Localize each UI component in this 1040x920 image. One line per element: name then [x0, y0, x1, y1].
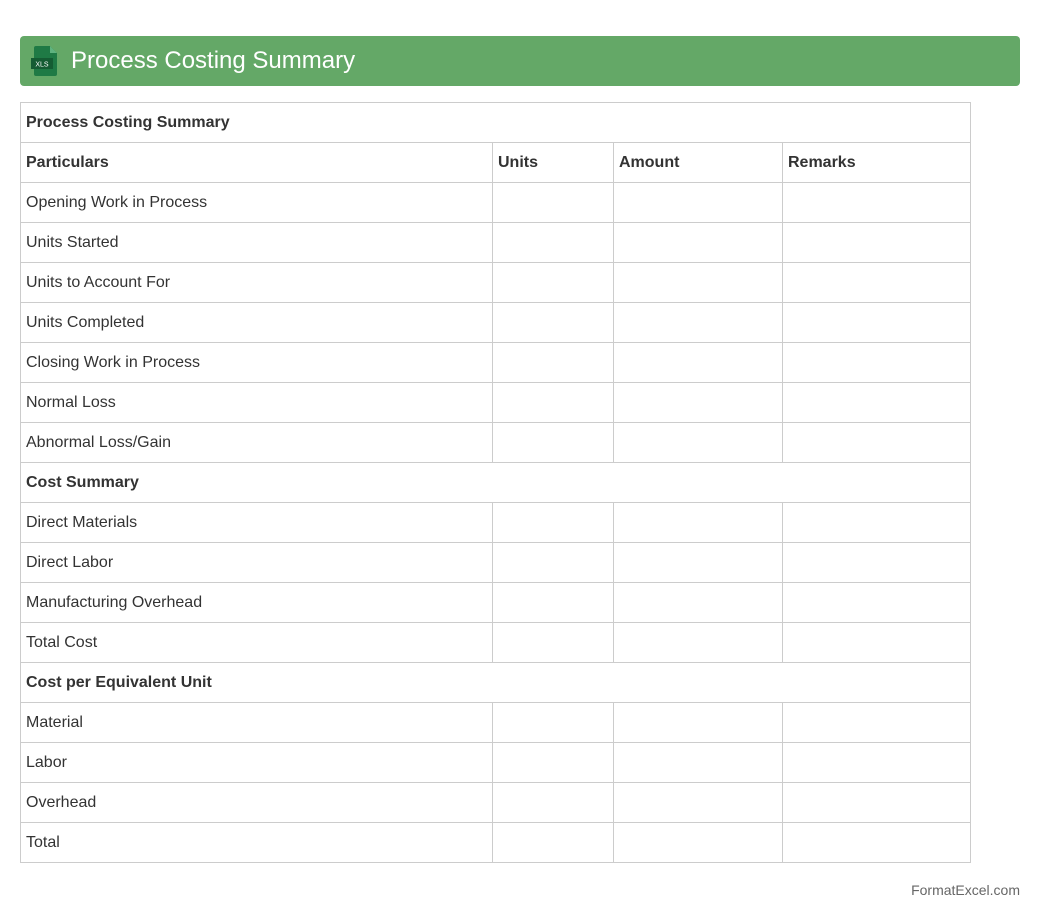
amount-cell[interactable]: [614, 623, 783, 663]
remarks-cell[interactable]: [783, 703, 971, 743]
remarks-cell[interactable]: [783, 583, 971, 623]
remarks-cell[interactable]: [783, 543, 971, 583]
table-row: [21, 783, 971, 823]
remarks-cell[interactable]: [783, 423, 971, 463]
units-cell[interactable]: [493, 263, 614, 303]
remarks-cell[interactable]: [783, 223, 971, 263]
column-header-particulars[interactable]: Particulars: [21, 143, 493, 183]
units-cell[interactable]: [493, 503, 614, 543]
row-label-cell[interactable]: Closing Work in Process: [21, 343, 493, 383]
table-row: [21, 223, 971, 263]
remarks-cell[interactable]: [783, 303, 971, 343]
row-label-cell[interactable]: Overhead: [21, 783, 493, 823]
row-label-cell[interactable]: Abnormal Loss/Gain: [21, 423, 493, 463]
table-row: [21, 623, 971, 663]
row-label-cell[interactable]: Units to Account For: [21, 263, 493, 303]
amount-cell[interactable]: [614, 423, 783, 463]
table-row: [21, 263, 971, 303]
process-costing-table: [20, 102, 971, 863]
table-row: [21, 183, 971, 223]
amount-cell[interactable]: [614, 543, 783, 583]
units-cell[interactable]: [493, 783, 614, 823]
remarks-cell[interactable]: [783, 383, 971, 423]
table-row: [21, 743, 971, 783]
row-label-cell[interactable]: Direct Materials: [21, 503, 493, 543]
remarks-cell[interactable]: [783, 343, 971, 383]
table-row: [21, 703, 971, 743]
remarks-cell[interactable]: [783, 783, 971, 823]
table-row: [21, 583, 971, 623]
row-label-cell[interactable]: Direct Labor: [21, 543, 493, 583]
units-cell[interactable]: [493, 423, 614, 463]
remarks-cell[interactable]: [783, 743, 971, 783]
xls-file-icon: [31, 46, 59, 76]
table-row: [21, 423, 971, 463]
section-heading-cell[interactable]: Process Costing Summary: [21, 103, 971, 143]
row-label-cell[interactable]: Total: [21, 823, 493, 863]
column-header-row: [21, 143, 971, 183]
table-row: [21, 823, 971, 863]
footer-brand[interactable]: FormatExcel.com: [911, 882, 1020, 898]
table-row: [21, 543, 971, 583]
row-label-cell[interactable]: Material: [21, 703, 493, 743]
units-cell[interactable]: [493, 703, 614, 743]
amount-cell[interactable]: [614, 183, 783, 223]
amount-cell[interactable]: [614, 823, 783, 863]
row-label-cell[interactable]: Normal Loss: [21, 383, 493, 423]
row-label-cell[interactable]: Opening Work in Process: [21, 183, 493, 223]
units-cell[interactable]: [493, 383, 614, 423]
units-cell[interactable]: [493, 823, 614, 863]
amount-cell[interactable]: [614, 383, 783, 423]
column-header-remarks[interactable]: Remarks: [783, 143, 971, 183]
amount-cell[interactable]: [614, 263, 783, 303]
units-cell[interactable]: [493, 623, 614, 663]
row-label-cell[interactable]: Manufacturing Overhead: [21, 583, 493, 623]
table-row: [21, 503, 971, 543]
header-bar: [20, 36, 1020, 86]
units-cell[interactable]: [493, 223, 614, 263]
table-title-row: [21, 103, 971, 143]
column-header-units[interactable]: Units: [493, 143, 614, 183]
section-heading-cell[interactable]: Cost per Equivalent Unit: [21, 663, 971, 703]
amount-cell[interactable]: [614, 343, 783, 383]
table-row: [21, 343, 971, 383]
amount-cell[interactable]: [614, 583, 783, 623]
amount-cell[interactable]: [614, 743, 783, 783]
table-row: [21, 303, 971, 343]
units-cell[interactable]: [493, 583, 614, 623]
row-label-cell[interactable]: Units Completed: [21, 303, 493, 343]
amount-cell[interactable]: [614, 783, 783, 823]
section-heading-row: [21, 663, 971, 703]
amount-cell[interactable]: [614, 503, 783, 543]
remarks-cell[interactable]: [783, 823, 971, 863]
row-label-cell[interactable]: Labor: [21, 743, 493, 783]
row-label-cell[interactable]: Units Started: [21, 223, 493, 263]
units-cell[interactable]: [493, 343, 614, 383]
units-cell[interactable]: [493, 303, 614, 343]
row-label-cell[interactable]: Total Cost: [21, 623, 493, 663]
amount-cell[interactable]: [614, 703, 783, 743]
remarks-cell[interactable]: [783, 263, 971, 303]
amount-cell[interactable]: [614, 303, 783, 343]
units-cell[interactable]: [493, 743, 614, 783]
remarks-cell[interactable]: [783, 503, 971, 543]
table-row: [21, 383, 971, 423]
units-cell[interactable]: [493, 543, 614, 583]
section-heading-cell[interactable]: Cost Summary: [21, 463, 971, 503]
remarks-cell[interactable]: [783, 623, 971, 663]
units-cell[interactable]: [493, 183, 614, 223]
column-header-amount[interactable]: Amount: [614, 143, 783, 183]
page-title: Process Costing Summary: [71, 47, 356, 74]
xls-icon-label: XLS: [35, 61, 49, 69]
remarks-cell[interactable]: [783, 183, 971, 223]
amount-cell[interactable]: [614, 223, 783, 263]
section-heading-row: [21, 463, 971, 503]
